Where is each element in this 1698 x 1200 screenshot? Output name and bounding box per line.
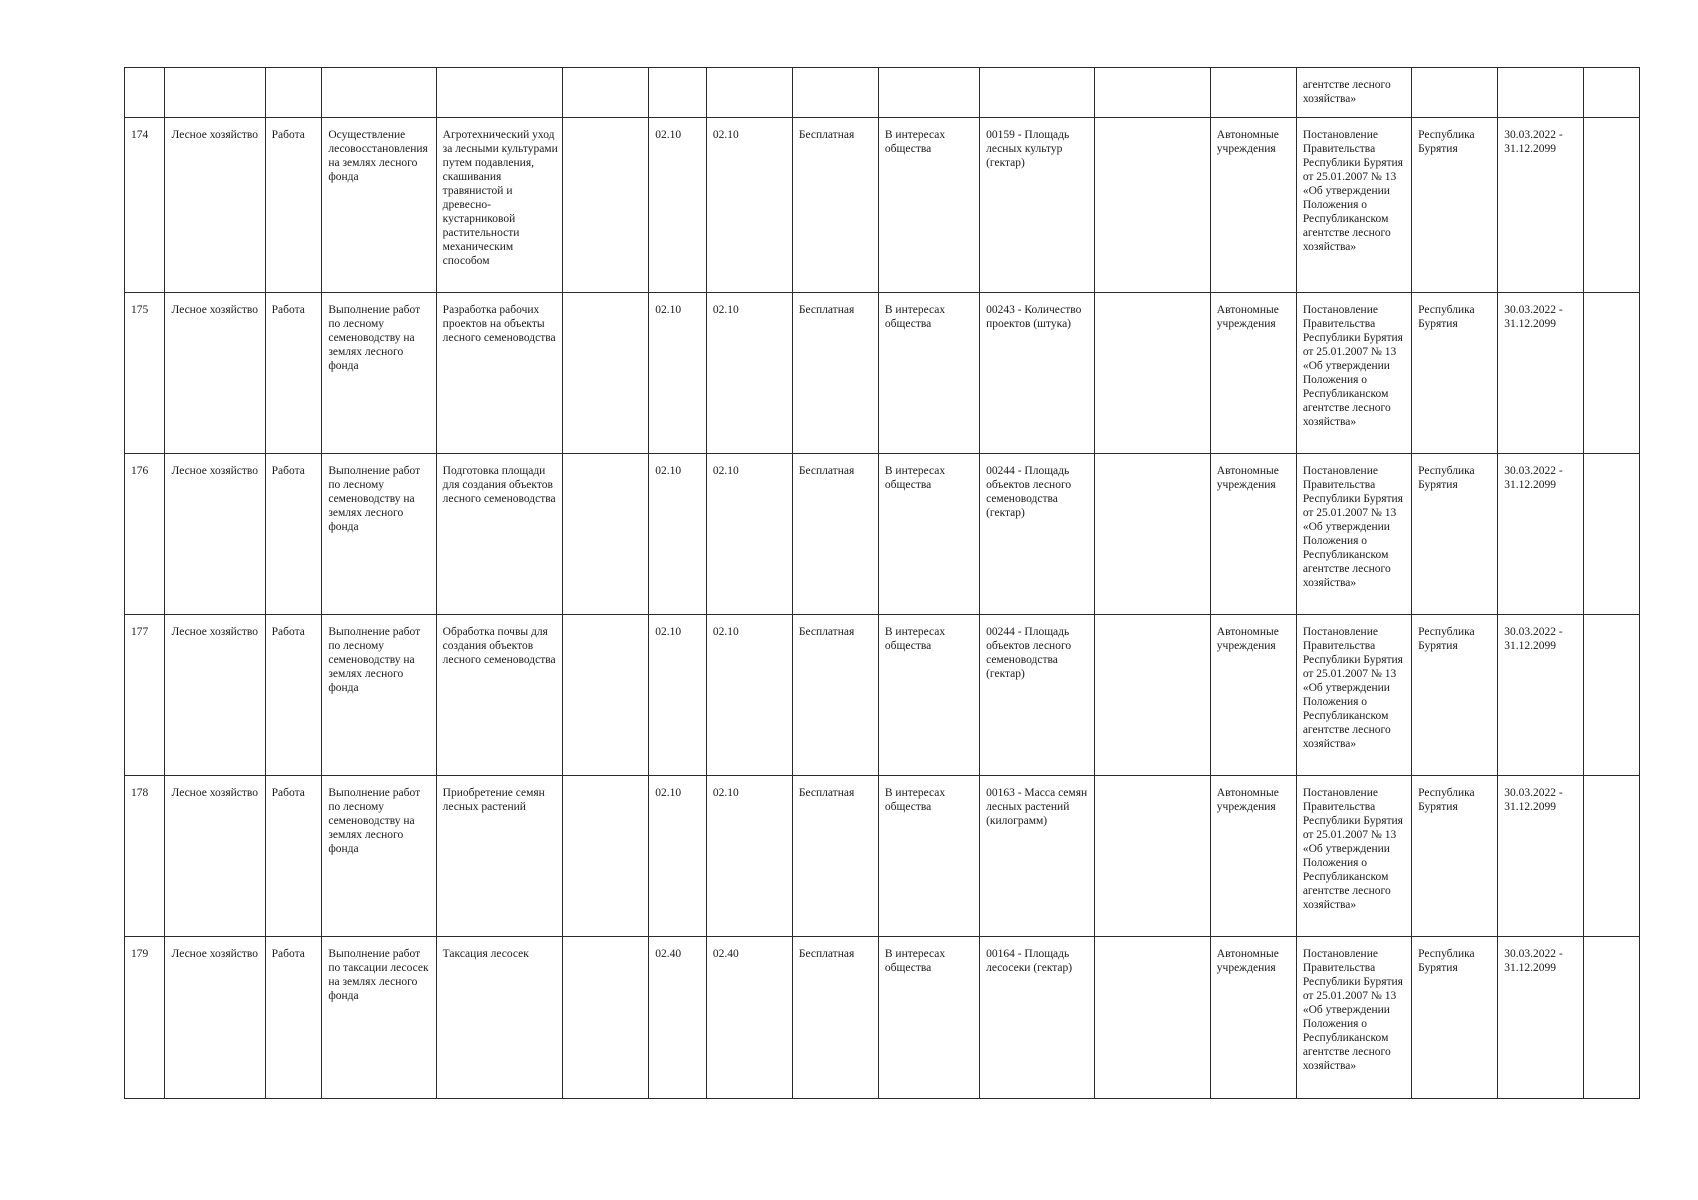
cell-code1: 02.10 <box>649 454 707 615</box>
cell-content: Подготовка площади для создания объектов лесного семеноводства <box>436 454 563 615</box>
cell-last <box>1584 454 1640 615</box>
cell-last <box>1584 937 1640 1099</box>
cell-period: 30.03.2022 - 31.12.2099 <box>1498 937 1584 1099</box>
table-row <box>125 118 1640 293</box>
cell-code2 <box>706 68 792 118</box>
cell-region: Республика Бурятия <box>1412 454 1498 615</box>
cell-type: Работа <box>265 454 322 615</box>
cell-code1: 02.10 <box>649 776 707 937</box>
cell-code1: 02.10 <box>649 293 707 454</box>
cell-institution: Автономные учреждения <box>1210 118 1296 293</box>
cell-indicator: 00244 - Площадь объектов лесного семеноводства (гектар) <box>980 454 1095 615</box>
cell-empty <box>1095 937 1210 1099</box>
cell-name <box>322 68 436 118</box>
cell-basis: Постановление Правительства Республики Бурятия от 25.01.2007 № 13 «Об утверждении Положения о Республиканском агентстве лесного хозяйства» <box>1296 615 1411 776</box>
cell-payment: Бесплатная <box>792 454 878 615</box>
cell-empty <box>1095 118 1210 293</box>
cell-institution: Автономные учреждения <box>1210 937 1296 1099</box>
cell-payment: Бесплатная <box>792 776 878 937</box>
cell-sector: Лесное хозяйство <box>165 615 265 776</box>
cell-region: Республика Бурятия <box>1412 293 1498 454</box>
cell-indicator: 00163 - Масса семян лесных растений (килограмм) <box>980 776 1095 937</box>
cell-last <box>1584 776 1640 937</box>
cell-region: Республика Бурятия <box>1412 937 1498 1099</box>
cell-name: Выполнение работ по лесному семеноводству на землях лесного фонда <box>322 776 436 937</box>
cell-indicator: 00243 - Количество проектов (штука) <box>980 293 1095 454</box>
cell-content: Обработка почвы для создания объектов лесного семеноводства <box>436 615 563 776</box>
cell-code1: 02.10 <box>649 118 707 293</box>
cell-type: Работа <box>265 118 322 293</box>
cell-num: 177 <box>125 615 165 776</box>
cell-code1: 02.10 <box>649 615 707 776</box>
cell-indicator <box>980 68 1095 118</box>
cell-basis-tail: агентстве лесного хозяйства» <box>1296 68 1411 118</box>
cell-num: 175 <box>125 293 165 454</box>
cell-extra <box>563 454 649 615</box>
cell-sector: Лесное хозяйство <box>165 118 265 293</box>
cell-name: Осуществление лесовосстановления на землях лесного фонда <box>322 118 436 293</box>
cell-type <box>265 68 322 118</box>
cell-empty <box>1095 776 1210 937</box>
table-row <box>125 293 1640 454</box>
table-row <box>125 454 1640 615</box>
cell-content: Разработка рабочих проектов на объекты лесного семеноводства <box>436 293 563 454</box>
cell-interest <box>878 68 979 118</box>
table-row <box>125 615 1640 776</box>
cell-extra <box>563 615 649 776</box>
cell-num: 179 <box>125 937 165 1099</box>
cell-basis: Постановление Правительства Республики Бурятия от 25.01.2007 № 13 «Об утверждении Положения о Республиканском агентстве лесного хозяйства» <box>1296 776 1411 937</box>
cell-indicator: 00164 - Площадь лесосеки (гектар) <box>980 937 1095 1099</box>
cell-interest: В интересах общества <box>878 454 979 615</box>
cell-indicator: 00159 - Площадь лесных культур (гектар) <box>980 118 1095 293</box>
cell-code2: 02.40 <box>706 937 792 1099</box>
cell-name: Выполнение работ по лесному семеноводству на землях лесного фонда <box>322 293 436 454</box>
cell-num: 174 <box>125 118 165 293</box>
cell-num <box>125 68 165 118</box>
cell-sector: Лесное хозяйство <box>165 293 265 454</box>
cell-basis: Постановление Правительства Республики Бурятия от 25.01.2007 № 13 «Об утверждении Положения о Республиканском агентстве лесного хозяйства» <box>1296 118 1411 293</box>
cell-code2: 02.10 <box>706 776 792 937</box>
continuation-row <box>125 68 1640 118</box>
cell-content: Агротехнический уход за лесными культурами путем подавления, скашивания травянистой и древесно-кустарниковой растительности механическим способом <box>436 118 563 293</box>
cell-code2: 02.10 <box>706 454 792 615</box>
cell-interest: В интересах общества <box>878 937 979 1099</box>
cell-empty <box>1095 615 1210 776</box>
cell-basis: Постановление Правительства Республики Бурятия от 25.01.2007 № 13 «Об утверждении Положения о Республиканском агентстве лесного хозяйства» <box>1296 937 1411 1099</box>
cell-region: Республика Бурятия <box>1412 615 1498 776</box>
cell-code1: 02.40 <box>649 937 707 1099</box>
cell-code1 <box>649 68 707 118</box>
cell-period: 30.03.2022 - 31.12.2099 <box>1498 615 1584 776</box>
cell-interest: В интересах общества <box>878 118 979 293</box>
cell-sector: Лесное хозяйство <box>165 776 265 937</box>
cell-interest: В интересах общества <box>878 776 979 937</box>
cell-institution: Автономные учреждения <box>1210 615 1296 776</box>
cell-indicator: 00244 - Площадь объектов лесного семеноводства (гектар) <box>980 615 1095 776</box>
cell-extra <box>563 776 649 937</box>
cell-type: Работа <box>265 937 322 1099</box>
cell-payment: Бесплатная <box>792 937 878 1099</box>
cell-empty <box>1095 454 1210 615</box>
cell-type: Работа <box>265 776 322 937</box>
table-row <box>125 937 1640 1099</box>
cell-region: Республика Бурятия <box>1412 776 1498 937</box>
cell-name: Выполнение работ по лесному семеноводству на землях лесного фонда <box>322 615 436 776</box>
cell-name: Выполнение работ по таксации лесосек на землях лесного фонда <box>322 937 436 1099</box>
cell-payment: Бесплатная <box>792 293 878 454</box>
cell-num: 176 <box>125 454 165 615</box>
cell-extra <box>563 293 649 454</box>
cell-interest: В интересах общества <box>878 615 979 776</box>
cell-payment: Бесплатная <box>792 615 878 776</box>
cell-region <box>1412 68 1498 118</box>
cell-sector: Лесное хозяйство <box>165 454 265 615</box>
cell-num: 178 <box>125 776 165 937</box>
cell-last <box>1584 118 1640 293</box>
cell-last <box>1584 615 1640 776</box>
cell-type: Работа <box>265 615 322 776</box>
cell-content: Приобретение семян лесных растений <box>436 776 563 937</box>
cell-content: Таксация лесосек <box>436 937 563 1099</box>
cell-institution: Автономные учреждения <box>1210 454 1296 615</box>
table-row <box>125 776 1640 937</box>
cell-last <box>1584 68 1640 118</box>
services-registry-table <box>124 67 1640 1099</box>
cell-interest: В интересах общества <box>878 293 979 454</box>
cell-period: 30.03.2022 - 31.12.2099 <box>1498 454 1584 615</box>
cell-region: Республика Бурятия <box>1412 118 1498 293</box>
cell-basis: Постановление Правительства Республики Бурятия от 25.01.2007 № 13 «Об утверждении Положения о Республиканском агентстве лесного хозяйства» <box>1296 293 1411 454</box>
cell-basis: Постановление Правительства Республики Бурятия от 25.01.2007 № 13 «Об утверждении Положения о Республиканском агентстве лесного хозяйства» <box>1296 454 1411 615</box>
cell-payment <box>792 68 878 118</box>
cell-institution: Автономные учреждения <box>1210 776 1296 937</box>
cell-type: Работа <box>265 293 322 454</box>
cell-extra <box>563 118 649 293</box>
cell-last <box>1584 293 1640 454</box>
cell-period: 30.03.2022 - 31.12.2099 <box>1498 118 1584 293</box>
cell-institution <box>1210 68 1296 118</box>
cell-code2: 02.10 <box>706 293 792 454</box>
cell-institution: Автономные учреждения <box>1210 293 1296 454</box>
cell-sector: Лесное хозяйство <box>165 937 265 1099</box>
cell-code2: 02.10 <box>706 118 792 293</box>
cell-extra <box>563 68 649 118</box>
cell-payment: Бесплатная <box>792 118 878 293</box>
cell-sector <box>165 68 265 118</box>
cell-empty <box>1095 68 1210 118</box>
cell-name: Выполнение работ по лесному семеноводству на землях лесного фонда <box>322 454 436 615</box>
cell-extra <box>563 937 649 1099</box>
cell-period: 30.03.2022 - 31.12.2099 <box>1498 293 1584 454</box>
cell-code2: 02.10 <box>706 615 792 776</box>
cell-period <box>1498 68 1584 118</box>
cell-period: 30.03.2022 - 31.12.2099 <box>1498 776 1584 937</box>
cell-empty <box>1095 293 1210 454</box>
cell-content <box>436 68 563 118</box>
